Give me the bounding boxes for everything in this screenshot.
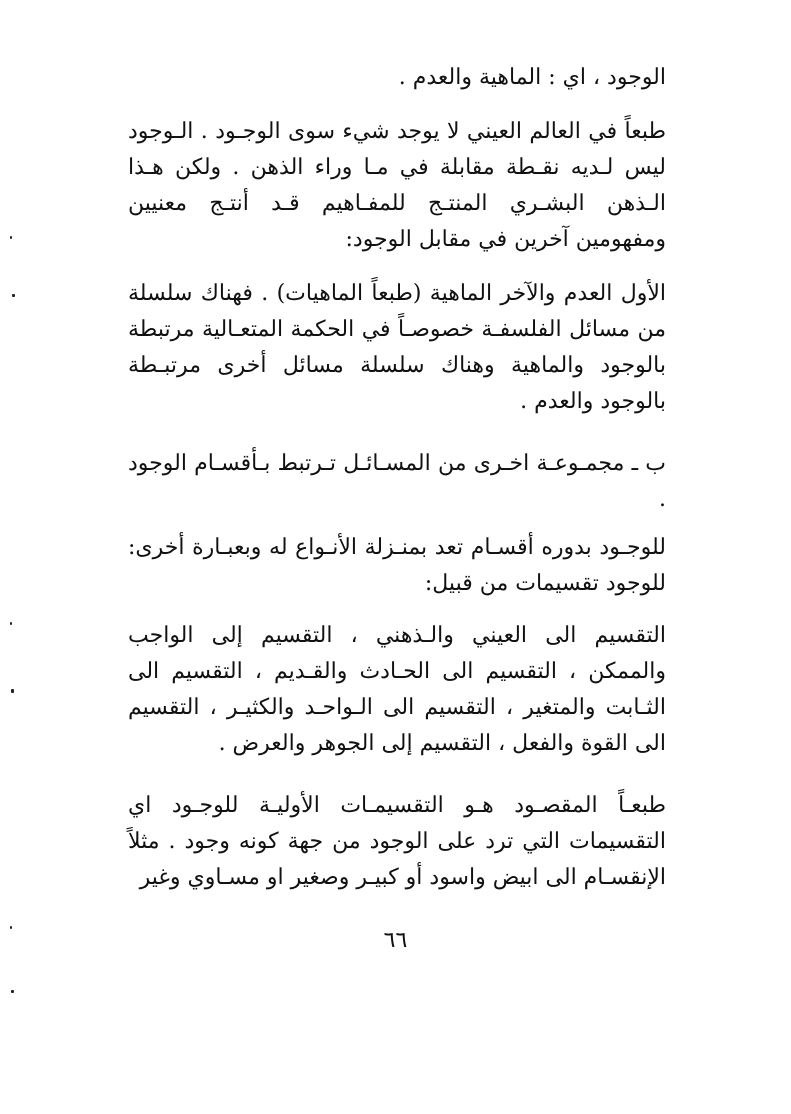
page-number: ٦٦ bbox=[383, 928, 408, 953]
paragraph-2: طبعاً في العالم العيني لا يوجد شيء سوى الوجـود . الـوجود ليس لـديه نقـطة مقابلة في مـا وراء الذهن . ولكن هـذا الـذهن البشـري المنتـج للمفـاهيم قـد أنتـج معنيين ومفهومين آخرين في مقابل الوجود: bbox=[128, 119, 666, 252]
scan-speck bbox=[10, 926, 12, 929]
paragraph-5: للوجـود بدوره أقسـام تعد بمنـزلة الأنـواع له وبعبـارة أخرى: للوجود تقسيمات من قبيل: bbox=[128, 535, 666, 596]
paragraph-1: الوجود ، اي : الماهية والعدم . bbox=[398, 65, 666, 90]
scan-speck bbox=[10, 236, 12, 239]
paragraph-7: طبعـاً المقصـود هـو التقسيمـات الأوليـة للوجـود اي التقسيمات التي ترد على الوجود من جهة كونه وجود . مثلاً الإنقسـام الى ابيض واسود أو كبيـر وصغير او مسـاوي وغير bbox=[128, 793, 666, 890]
scan-speck bbox=[11, 689, 14, 693]
paragraph-3: الأول العدم والآخر الماهية (طبعاً الماهيات) . فهناك سلسلة من مسائل الفلسفـة خصوصـاً في الحكمة المتعـالية مرتبطة بالوجود والماهية وهناك سلسلة مسائل أخرى مرتبـطة بالوجود والعدم . bbox=[128, 281, 666, 414]
paragraph-6: التقسيم الى العيني والـذهني ، التقسيم إلى الواجب والممكن ، التقسيم الى الحـادث والقـديم ، التقسيم الى الثـابت والمتغير ، التقسيم الى الـواحـد والكثيـر ، التقسيم الى القوة والفعل ، التقسيم إلى الجوهر والعرض . bbox=[128, 623, 666, 756]
scan-speck bbox=[11, 990, 14, 993]
scan-speck bbox=[10, 622, 12, 625]
scan-speck bbox=[12, 294, 15, 297]
paragraph-4: ب ـ مجمـوعـة اخـرى من المسـائـل تـرتبط بـأقسـام الوجود . bbox=[128, 451, 666, 512]
